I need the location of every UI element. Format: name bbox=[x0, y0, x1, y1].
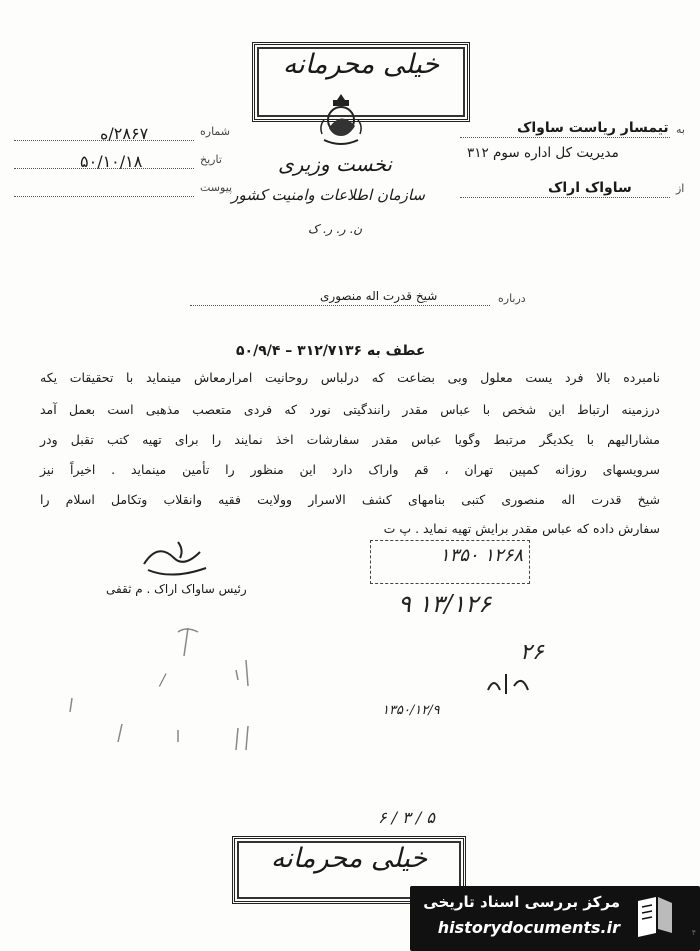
stamp-text: خیلی محرمانه bbox=[282, 49, 440, 80]
body-line-5: شیخ قدرت اله منصوری کتبی بنامهای کشف الاسرار وولایت فقیه وانقلاب وتکامل اسلام را bbox=[40, 492, 660, 507]
from: ساواک اراک bbox=[548, 180, 632, 196]
margin-mark: / bbox=[160, 670, 166, 689]
handwritten-note-2: ۲۶ bbox=[520, 640, 544, 665]
body-line-3: مشارالیهم با یکدیگر مرتبط وگویا عباس مقدر سفارشات اخذ نمایند را برای تهیه کتب تقبل ودر bbox=[40, 432, 660, 447]
organization-code: ن. ر. ر. ک bbox=[307, 222, 363, 236]
archive-logo-icon bbox=[632, 893, 678, 939]
attachment-line bbox=[14, 196, 194, 197]
signature: رئیس ساواک اراک . م ثقفی bbox=[106, 582, 247, 596]
page-number: ۴ bbox=[691, 928, 696, 937]
received-stamp: ۱۲۶۸ ۱۳۵۰ bbox=[370, 540, 530, 584]
watermark-title: مرکز بررسی اسناد تاریخی bbox=[423, 893, 620, 911]
recipient: تیمسار ریاست ساواک bbox=[517, 120, 669, 136]
watermark-url: historydocuments.ir bbox=[437, 918, 620, 937]
subject-line bbox=[190, 305, 490, 306]
attachment-label: پیوست bbox=[200, 181, 233, 194]
faint-margin-marks bbox=[60, 618, 330, 758]
handwritten-date: ۱۳۵۰/۱۲/۹ bbox=[382, 703, 440, 718]
recipient-prefix: به bbox=[676, 123, 685, 136]
stamp-text-bottom: خیلی محرمانه bbox=[270, 843, 428, 874]
number-value: ۲۸۶۷/ه bbox=[100, 124, 149, 143]
organization-title: سازمان اطلاعات وامنیت کشور bbox=[231, 186, 425, 204]
recipient-sub: مدیریت کل اداره سوم ۳۱۲ bbox=[467, 145, 619, 161]
signature-scribble bbox=[138, 536, 218, 582]
body-line-4: سرویسهای روزانه کمپین تهران ، قم واراک دارد این منظور را تأمین مینماید . اخیراً نیز bbox=[40, 462, 660, 477]
handwritten-scribble bbox=[484, 668, 534, 698]
body-line-2: درزمینه ارتباط این شخص با عباس مقدر رانندگیتی نورد که فردی متعصب مذهبی است بعمل آمد bbox=[40, 402, 660, 417]
ministry-title: نخست وزیری bbox=[278, 152, 392, 176]
handwritten-note-1: ۹ ۱۳/۱۲۶ bbox=[398, 590, 492, 618]
number-label: شماره bbox=[200, 125, 231, 138]
recipient-line bbox=[460, 137, 670, 138]
reference: عطف به ۳۱۲/۷۱۳۶ – ۵۰/۹/۴ bbox=[236, 343, 426, 359]
subject: شیخ قدرت اله منصوری bbox=[320, 289, 438, 303]
body-line-6: سفارش داده که عباس مقدر برایش تهیه نماید . پ ت bbox=[383, 521, 660, 536]
from-prefix: از bbox=[676, 182, 685, 195]
lion-sun-emblem-icon bbox=[316, 90, 366, 150]
date-value: ۵۰/۱۰/۱۸ bbox=[80, 152, 143, 171]
date-label: تاریخ bbox=[200, 153, 222, 166]
body-line-1: نامبرده بالا فرد یست معلول وبی بضاعت که درلباس روحانیت امرارمعاش مینماید با تحقیقات یکه bbox=[40, 370, 660, 385]
bottom-number: ۵ / ۳ / ۶ bbox=[378, 808, 435, 827]
from-line bbox=[460, 197, 670, 198]
subject-prefix: درباره bbox=[498, 292, 526, 305]
